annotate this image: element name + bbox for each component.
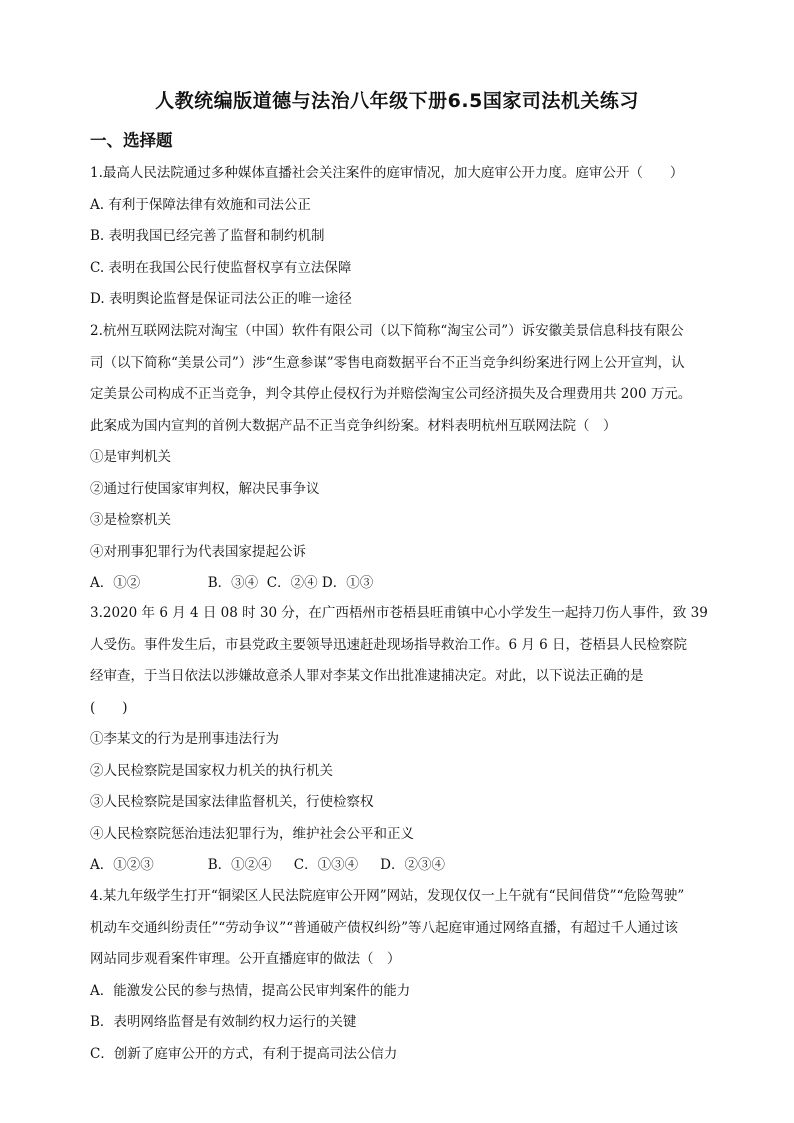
statement-4: ④对刑事犯罪行为代表国家提起公诉 (90, 543, 306, 560)
question-stem-line: 3.2020 年 6 月 4 日 08 时 30 分，在广西梧州市苍梧县旺甫镇中心小学发生一起持刀伤人事件，致 39 (90, 605, 708, 621)
question-2 (90, 316, 704, 600)
question-stem-line: 网站同步观看案件审理。公开直播庭审的做法（ ） (90, 951, 401, 967)
question-stem: 1.最高人民法院通过多种媒体直播社会关注案件的庭审情况，加大庭审公开力度。庭审公开（ ） (90, 165, 684, 181)
question-stem-line: 机动车交通纠纷责任”“劳动争议”“普通破产债权纠纷”等八起庭审通过网络直播，有超过千人通过该 (90, 919, 679, 936)
question-stem-line: 此案成为国内宣判的首例大数据产品不正当竞争纠纷案。材料表明杭州互联网法院（ ） (90, 417, 617, 434)
question-1 (90, 158, 704, 316)
option-a: A．能激发公民的参与热情，提高公民审判案件的能力 (90, 982, 411, 999)
answer-choices: A．①② B．③④ C．②④ D．①③ (90, 575, 374, 591)
statement-2: ②人民检察院是国家权力机关的执行机关 (90, 762, 333, 779)
question-stem-line: 2.杭州互联网法院对淘宝（中国）软件有限公司（以下简称“淘宝公司”）诉安徽美景信息科技有限公 (90, 323, 684, 339)
question-stem-line: 人受伤。事件发生后，市县党政主要领导迅速赶赴现场指导救治工作。6 月 6 日，苍梧县人民检察院 (90, 636, 688, 653)
statement-4: ④人民检察院惩治违法犯罪行为，维护社会公平和正义 (90, 825, 414, 842)
statement-2: ②通过行使国家审判权，解决民事争议 (90, 480, 320, 497)
statement-3: ③是检察机关 (90, 512, 171, 528)
answer-choices: A．①②③ B．①②④ C．①③④ D．②③④ (90, 857, 445, 873)
question-stem-line: 司（以下简称“美景公司”）涉“生意参谋”零售电商数据平台不正当竞争纠纷案进行网上公开宣判，认 (90, 354, 685, 371)
statement-1: ①是审判机关 (90, 449, 171, 465)
section-heading: 一、选择题 (90, 131, 173, 150)
option-b: B．表明网络监督是有效制约权力运行的关键 (90, 1014, 357, 1030)
question-4 (90, 881, 704, 1070)
question-stem-line: ( ) (90, 699, 128, 716)
question-stem-line: 经审查，于当日依法以涉嫌故意杀人罪对李某文作出批准逮捕决定。对此，以下说法正确的是 (90, 668, 644, 684)
page-title: 人教统编版道德与法治八年级下册6.5国家司法机关练习 (155, 90, 639, 112)
question-stem-line: 定美景公司构成不正当竞争，判令其停止侵权行为并赔偿淘宝公司经济损失及合理费用共 200 万元。 (90, 386, 692, 402)
option-a: A. 有利于保障法律有效施和司法公正 (90, 196, 311, 213)
option-b: B. 表明我国已经完善了监督和制约机制 (90, 228, 325, 244)
statement-1: ①李某文的行为是刑事违法行为 (90, 731, 279, 747)
question-3 (90, 598, 708, 882)
question-stem-line: 4.某九年级学生打开“铜梁区人民法院庭审公开网”网站，发现仅仅一上午就有“民间借贷”“危险驾驶” (90, 888, 685, 904)
statement-3: ③人民检察院是国家法律监督机关，行使检察权 (90, 794, 374, 810)
option-c: C. 表明在我国公民行使监督权享有立法保障 (90, 259, 352, 276)
option-c: C．创新了庭审公开的方式，有利于提高司法公信力 (90, 1045, 398, 1062)
option-d: D. 表明舆论监督是保证司法公正的唯一途径 (90, 291, 352, 307)
